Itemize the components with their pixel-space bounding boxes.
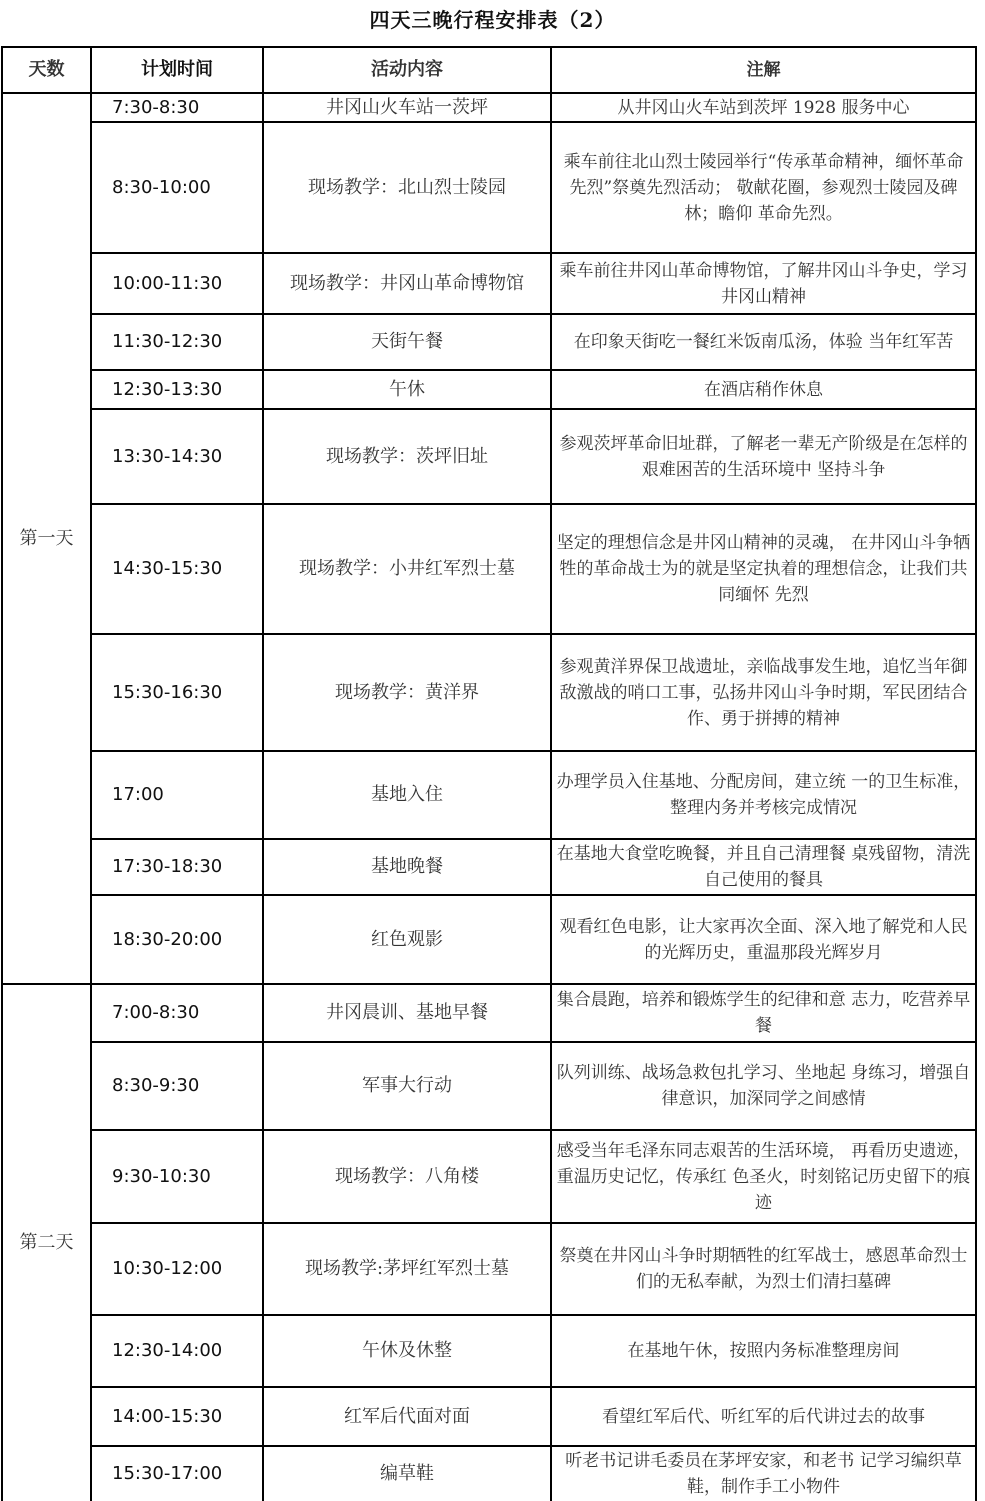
activity-cell: 现场教学:茅坪红军烈士墓: [263, 1223, 551, 1315]
note-cell: 听老书记讲毛委员在茅坪安家，和老书 记学习编织草鞋，制作手工小物件: [551, 1446, 976, 1501]
table-row: [2, 409, 976, 504]
time-cell: 7:30-8:30: [91, 93, 263, 122]
table-row: [2, 1130, 976, 1223]
note-cell: 在基地午休，按照内务标准整理房间: [551, 1315, 976, 1387]
activity-cell: 井冈晨训、基地早餐: [263, 984, 551, 1042]
activity-cell: 现场教学：茨坪旧址: [263, 409, 551, 504]
schedule-table: [1, 46, 977, 1501]
note-cell: 乘车前往北山烈士陵园举行“传承革命精神，缅怀革命先烈”祭奠先烈活动； 敬献花圈，参观烈士陵园及碑林；瞻仰 革命先烈。: [551, 122, 976, 253]
note-cell: 办理学员入住基地、分配房间，建立统 一的卫生标准，整理内务并考核完成情况: [551, 751, 976, 839]
table-row: [2, 504, 976, 634]
table-row: [2, 984, 976, 1042]
page-title: 四天三晚行程安排表（2）: [369, 8, 616, 32]
time-cell: 17:00: [91, 751, 263, 839]
note-cell: 观看红色电影，让大家再次全面、深入地了解党和人民的光辉历史，重温那段光辉岁月: [551, 895, 976, 984]
day-label: 第一天: [2, 93, 91, 984]
activity-cell: 基地晚餐: [263, 839, 551, 895]
time-cell: 12:30-13:30: [91, 370, 263, 409]
note-cell: 从井冈山火车站到茨坪 1928 服务中心: [551, 93, 976, 122]
time-cell: 11:30-12:30: [91, 314, 263, 370]
activity-cell: 现场教学：北山烈士陵园: [263, 122, 551, 253]
table-row: [2, 1223, 976, 1315]
table-header-row: [2, 47, 976, 93]
header-note: 注解: [551, 47, 976, 93]
time-cell: 15:30-17:00: [91, 1446, 263, 1501]
note-cell: 感受当年毛泽东同志艰苦的生活环境， 再看历史遗迹，重温历史记忆，传承红 色圣火，时刻铭记历史留下的痕迹: [551, 1130, 976, 1223]
table-row: [2, 93, 976, 122]
time-cell: 8:30-9:30: [91, 1042, 263, 1130]
header-activity: 活动内容: [263, 47, 551, 93]
time-cell: 17:30-18:30: [91, 839, 263, 895]
day-label: 第二天: [2, 984, 91, 1501]
time-cell: 9:30-10:30: [91, 1130, 263, 1223]
activity-cell: 编草鞋: [263, 1446, 551, 1501]
time-cell: 10:30-12:00: [91, 1223, 263, 1315]
note-cell: 在印象天街吃一餐红米饭南瓜汤，体验 当年红军苦: [551, 314, 976, 370]
activity-cell: 现场教学：黄洋界: [263, 634, 551, 751]
time-cell: 13:30-14:30: [91, 409, 263, 504]
note-cell: 参观茨坪革命旧址群，了解老一辈无产阶级是在怎样的艰难困苦的生活环境中 坚持斗争: [551, 409, 976, 504]
table-row: [2, 634, 976, 751]
table-row: [2, 1042, 976, 1130]
activity-cell: 现场教学：小井红军烈士墓: [263, 504, 551, 634]
table-row: [2, 253, 976, 314]
time-cell: 10:00-11:30: [91, 253, 263, 314]
note-cell: 坚定的理想信念是井冈山精神的灵魂， 在井冈山斗争牺牲的革命战士为的就是坚定执着的理想信念，让我们共同缅怀 先烈: [551, 504, 976, 634]
time-cell: 14:00-15:30: [91, 1387, 263, 1446]
activity-cell: 红军后代面对面: [263, 1387, 551, 1446]
table-row: [2, 839, 976, 895]
time-cell: 18:30-20:00: [91, 895, 263, 984]
activity-cell: 基地入住: [263, 751, 551, 839]
table-row: [2, 1315, 976, 1387]
time-cell: 8:30-10:00: [91, 122, 263, 253]
table-row: [2, 314, 976, 370]
schedule-body: [2, 93, 976, 1501]
note-cell: 乘车前往井冈山革命博物馆，了解井冈山斗争史，学习井冈山精神: [551, 253, 976, 314]
activity-cell: 红色观影: [263, 895, 551, 984]
activity-cell: 现场教学：井冈山革命博物馆: [263, 253, 551, 314]
note-cell: 参观黄洋界保卫战遗址，亲临战事发生地，追忆当年御敌激战的哨口工事，弘扬井冈山斗争时期，军民团结合作、勇于拼搏的精神: [551, 634, 976, 751]
table-row: [2, 370, 976, 409]
table-row: [2, 1387, 976, 1446]
table-row: [2, 751, 976, 839]
note-cell: 队列训练、战场急救包扎学习、坐地起 身练习，增强自律意识，加深同学之间感情: [551, 1042, 976, 1130]
activity-cell: 午休: [263, 370, 551, 409]
header-time: 计划时间: [91, 47, 263, 93]
time-cell: 15:30-16:30: [91, 634, 263, 751]
time-cell: 12:30-14:00: [91, 1315, 263, 1387]
header-day: 天数: [2, 47, 91, 93]
activity-cell: 天街午餐: [263, 314, 551, 370]
note-cell: 看望红军后代、听红军的后代讲过去的故事: [551, 1387, 976, 1446]
note-cell: 集合晨跑，培养和锻炼学生的纪律和意 志力，吃营养早餐: [551, 984, 976, 1042]
note-cell: 在基地大食堂吃晚餐，并且自己清理餐 桌残留物，清洗自己使用的餐具: [551, 839, 976, 895]
time-cell: 14:30-15:30: [91, 504, 263, 634]
time-cell: 7:00-8:30: [91, 984, 263, 1042]
table-row: [2, 1446, 976, 1501]
note-cell: 祭奠在井冈山斗争时期牺牲的红军战士，感恩革命烈士们的无私奉献，为烈士们清扫墓碑: [551, 1223, 976, 1315]
table-row: [2, 895, 976, 984]
table-row: [2, 122, 976, 253]
activity-cell: 井冈山火车站一茨坪: [263, 93, 551, 122]
activity-cell: 军事大行动: [263, 1042, 551, 1130]
activity-cell: 午休及休整: [263, 1315, 551, 1387]
note-cell: 在酒店稍作休息: [551, 370, 976, 409]
activity-cell: 现场教学：八角楼: [263, 1130, 551, 1223]
